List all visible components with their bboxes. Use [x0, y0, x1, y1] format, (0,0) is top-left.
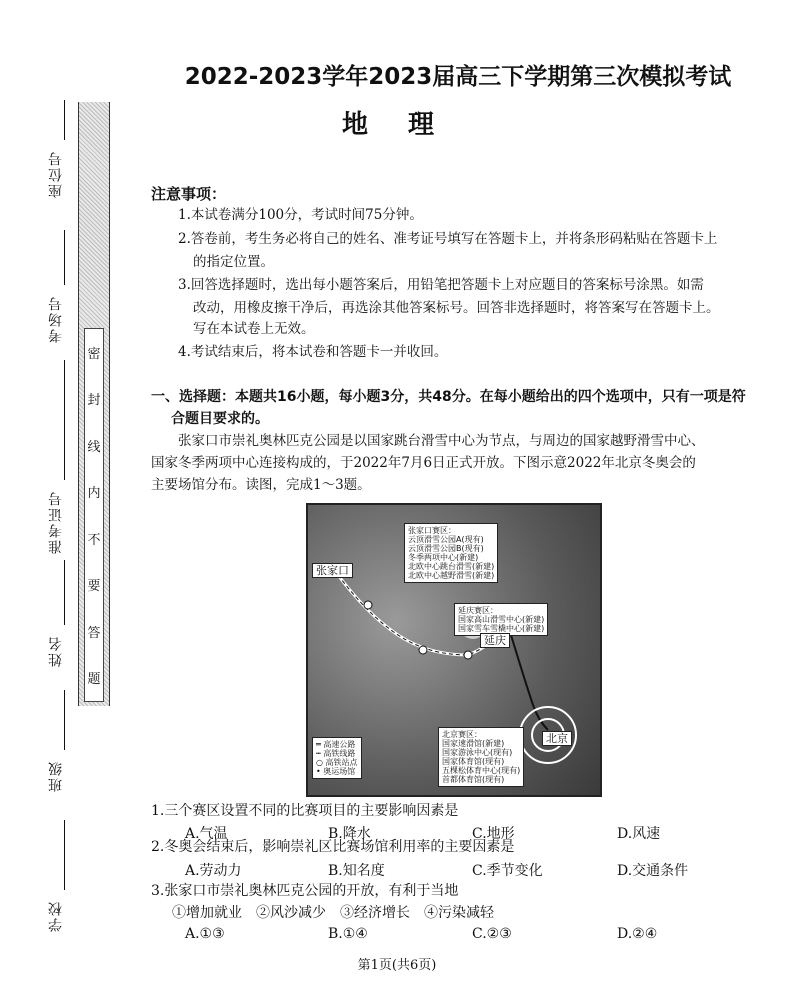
question-2-option-b: B.知名度: [328, 863, 385, 879]
city-zhangjiakou: 张家口: [312, 563, 353, 578]
seal-word: 题: [87, 672, 101, 688]
seat-no-label: 座位号: [48, 150, 64, 198]
name-label: 姓名: [48, 635, 64, 667]
ticket-no-label: 准考证号: [48, 490, 64, 554]
legend-label: 高铁站点: [325, 758, 358, 767]
question-2-option-d: D.交通条件: [617, 863, 689, 879]
ticket-no-line: [64, 360, 65, 480]
map-label: 国家高山滑雪中心(新建): [458, 615, 545, 624]
school-label: 学校: [48, 900, 64, 932]
question-1-option-d: D.风速: [617, 826, 661, 842]
seal-word: 内: [87, 486, 101, 502]
map-label: 国家速滑馆(新建): [442, 739, 505, 748]
question-3-choices: ①增加就业 ②风沙减少 ③经济增长 ④污染减轻: [172, 905, 494, 921]
question-2-stem: 2.冬奥会结束后，影响崇礼区比赛场馆利用率的主要因素是: [151, 839, 515, 855]
map-label: 冬季两项中心(新建): [408, 553, 479, 562]
city-yanqing: 延庆: [480, 633, 510, 648]
exam-room-line: [64, 230, 65, 285]
note-item: 3.回答选择题时，选出每小题答案后，用铅笔把答题卡上对应题目的答案标号涂黑。如需: [178, 277, 704, 293]
question-3-option-d: D.②④: [617, 926, 658, 942]
question-2-option-c: C.季节变化: [472, 863, 543, 879]
intro-line: 张家口市崇礼奥林匹克公园是以国家跳台滑雪中心为节点，与周边的国家越野滑雪中心、: [178, 433, 705, 449]
notes-heading: 注意事项：: [151, 185, 227, 203]
section-heading-line: 合题目要求的。: [171, 411, 269, 427]
map-label: 北欧中心越野滑雪(新建): [408, 571, 495, 580]
question-2-option-a: A.劳动力: [185, 863, 242, 879]
seat-no-line: [64, 100, 65, 140]
seal-word: 线: [87, 439, 101, 455]
seal-line-box: [84, 328, 104, 702]
note-item: 的指定位置。: [193, 254, 274, 270]
note-item: 4.考试结束后，将本试卷和答题卡一并收回。: [178, 344, 448, 360]
question-3-option-a: A.①③: [185, 926, 225, 942]
question-1-option-b: B.降水: [328, 826, 371, 842]
seal-word: 答: [87, 625, 101, 641]
station-marker: [364, 601, 372, 609]
name-line: [64, 560, 65, 625]
seal-word: 封: [87, 393, 101, 409]
map-label: 云顶滑雪公园A(现有): [408, 535, 484, 544]
seal-word: 密: [87, 346, 101, 362]
section-heading: [151, 386, 781, 430]
station-marker: [464, 651, 472, 659]
question-3-option-c: C.②③: [472, 926, 512, 942]
exam-room-label: 考场号: [48, 295, 64, 343]
map-label: 张家口赛区：: [408, 526, 456, 535]
subject-title: 地理: [341, 110, 474, 140]
map-label: 五棵松体育中心(现有): [442, 766, 521, 775]
note-item: 改动，用橡皮擦干净后，再选涂其他答案标号。回答非选择题时，将答案写在答题卡上。: [193, 300, 720, 316]
intro-line: 国家冬季两项中心连接构成的，于2022年7月6日正式开放。下图示意2022年北京冬奥会的: [151, 455, 696, 471]
note-item: 1.本试卷满分100分，考试时间75分钟。: [178, 207, 423, 223]
map-label: 北欧中心跳台滑雪(新建): [408, 562, 495, 571]
class-line: [64, 690, 65, 750]
venue-map: [306, 503, 602, 797]
school-line: [64, 820, 65, 890]
map-label: 国家雪车雪橇中心(新建): [458, 624, 545, 633]
yanqing-zone-box: [454, 603, 548, 636]
city-beijing: 北京: [542, 731, 572, 746]
intro-paragraph: [151, 430, 781, 496]
beijing-zone-box: [438, 727, 524, 787]
legend-label: 高铁线路: [323, 749, 356, 758]
map-label: 云顶滑雪公园B(现有): [408, 544, 484, 553]
question-3-option-b: B.①④: [328, 926, 368, 942]
question-1-option-c: C.地形: [472, 826, 515, 842]
map-legend: [312, 737, 362, 779]
map-label: 延庆赛区：: [458, 606, 498, 615]
legend-station: ○ 高铁站点: [316, 758, 358, 767]
map-label: 国家游泳中心(现有): [442, 748, 513, 757]
legend-rail: ┅ 高铁线路: [316, 749, 356, 758]
intro-line: 主要场馆分布。读图，完成1～3题。: [151, 477, 371, 493]
legend-highway: ═ 高速公路: [316, 740, 356, 749]
question-1-option-a: A.气温: [185, 826, 228, 842]
note-item: 写在本试卷上无效。: [193, 321, 315, 337]
section-heading-line: 一、选择题：本题共16小题，每小题3分，共48分。在每小题给出的四个选项中，只有一项是符: [151, 389, 746, 405]
zhangjiakou-zone-box: [404, 523, 498, 583]
question-3-stem: 3.张家口市崇礼奥林匹克公园的开放，有利于当地: [151, 883, 459, 899]
page-footer: 第1页(共6页): [357, 958, 437, 973]
question-1-stem: 1.三个赛区设置不同的比赛项目的主要影响因素是: [151, 803, 459, 819]
seal-word: 要: [87, 579, 101, 595]
class-label: 班级: [48, 760, 64, 792]
seal-word: 不: [87, 532, 101, 548]
exam-title: 2022-2023学年2023届高三下学期第三次模拟考试: [184, 64, 732, 90]
map-label: 首都体育馆(现有): [442, 775, 505, 784]
legend-venue: • 奥运场馆: [316, 767, 356, 776]
legend-label: 高速公路: [323, 740, 356, 749]
note-item: 2.答卷前，考生务必将自己的姓名、准考证号填写在答题卡上，并将条形码粘贴在答题卡上: [178, 231, 718, 247]
map-label: 北京赛区：: [442, 730, 482, 739]
station-marker: [419, 646, 427, 654]
map-label: 国家体育馆(现有): [442, 757, 505, 766]
legend-label: 奥运场馆: [323, 767, 356, 776]
